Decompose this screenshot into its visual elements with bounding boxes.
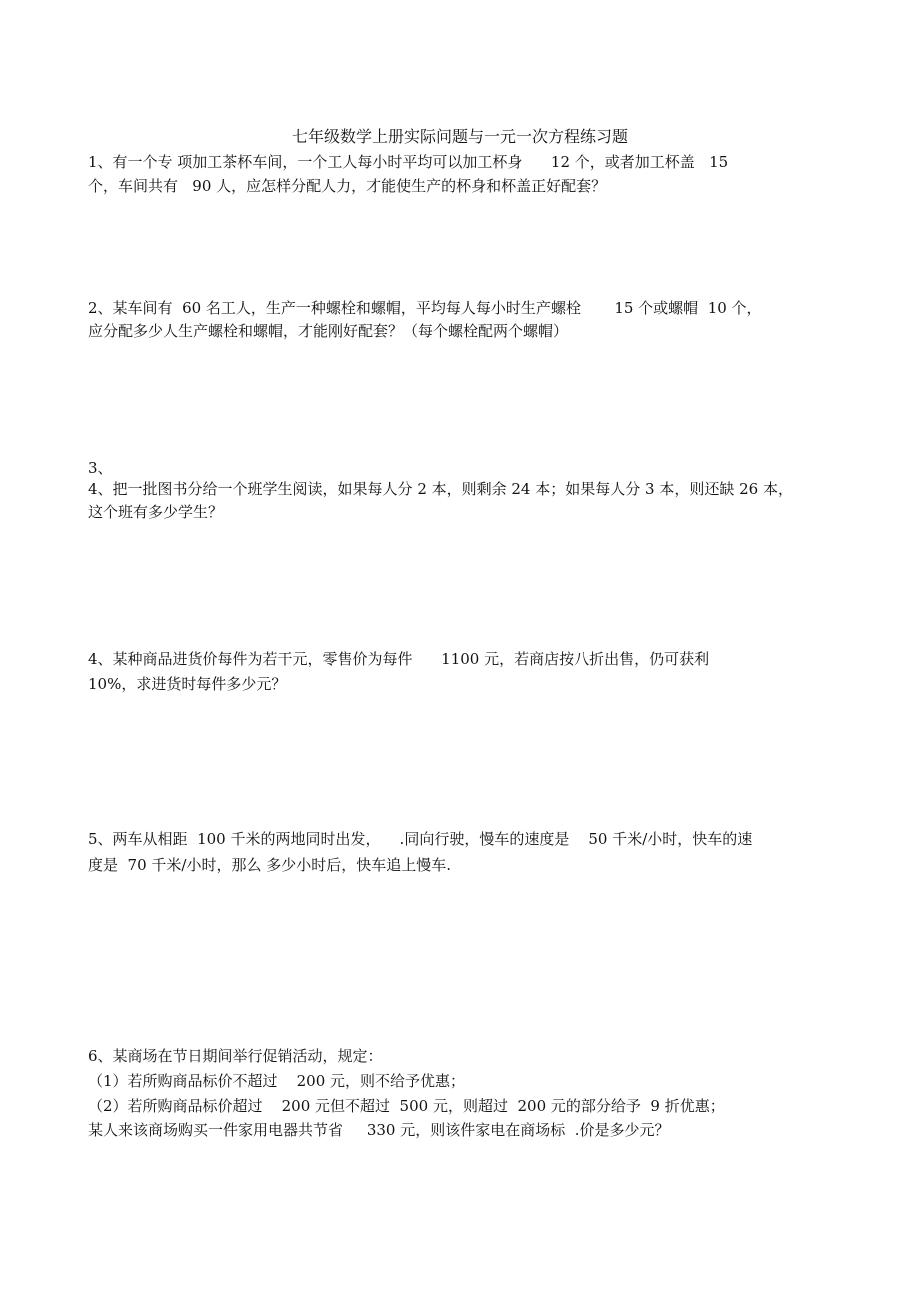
- problem-6-line-1: 6、某商场在节日期间举行促销活动，规定：: [88, 1047, 383, 1065]
- page-title: 七年级数学上册实际问题与一元一次方程练习题: [291, 127, 628, 146]
- problem-3-line-1: 3、: [88, 459, 113, 477]
- problem-5-line-1: 5、两车从相距 100 千米的两地同时出发， .同向行驶，慢车的速度是 50 千米/小时，快车的速: [88, 830, 753, 848]
- problem-2-line-1: 2、某车间有 60 名工人，生产一种螺栓和螺帽，平均每人每小时生产螺栓 15 个或螺帽 10 个，: [88, 299, 762, 317]
- problem-4b-line-2: 10%，求进货时每件多少元？: [88, 675, 287, 693]
- problem-4a-line-1: 4、把一批图书分给一个班学生阅读，如果每人分 2 本，则剩余 24 本；如果每人分 3 本，则还缺 26 本，: [88, 480, 793, 498]
- problem-2-line-2: 应分配多少人生产螺栓和螺帽，才能刚好配套？（每个螺栓配两个螺帽）: [88, 322, 569, 340]
- problem-6-line-4: 某人来该商场购买一件家用电器共节省 330 元，则该件家电在商场标 .价是多少元？: [88, 1121, 670, 1139]
- problem-6-line-3: （2）若所购商品标价超过 200 元但不超过 500 元，则超过 200 元的部分给予 9 折优惠；: [88, 1097, 725, 1115]
- problem-4b-line-1: 4、某种商品进货价每件为若干元，零售价为每件 1100 元，若商店按八折出售，仍可获利: [88, 650, 710, 668]
- problem-4a-line-2: 这个班有多少学生？: [88, 503, 224, 521]
- problem-5-line-2: 度是 70 千米/小时，那么 多少小时后，快车追上慢车.: [88, 856, 451, 874]
- problem-1-line-2: 个，车间共有 90 人，应怎样分配人力，才能使生产的杯身和杯盖正好配套？: [88, 177, 607, 195]
- problem-1-line-1: 1、有一个专 项加工茶杯车间，一个工人每小时平均可以加工杯身 12 个，或者加工杯盖 15: [88, 153, 729, 171]
- problem-6-line-2: （1）若所购商品标价不超过 200 元，则不给予优惠；: [88, 1072, 466, 1090]
